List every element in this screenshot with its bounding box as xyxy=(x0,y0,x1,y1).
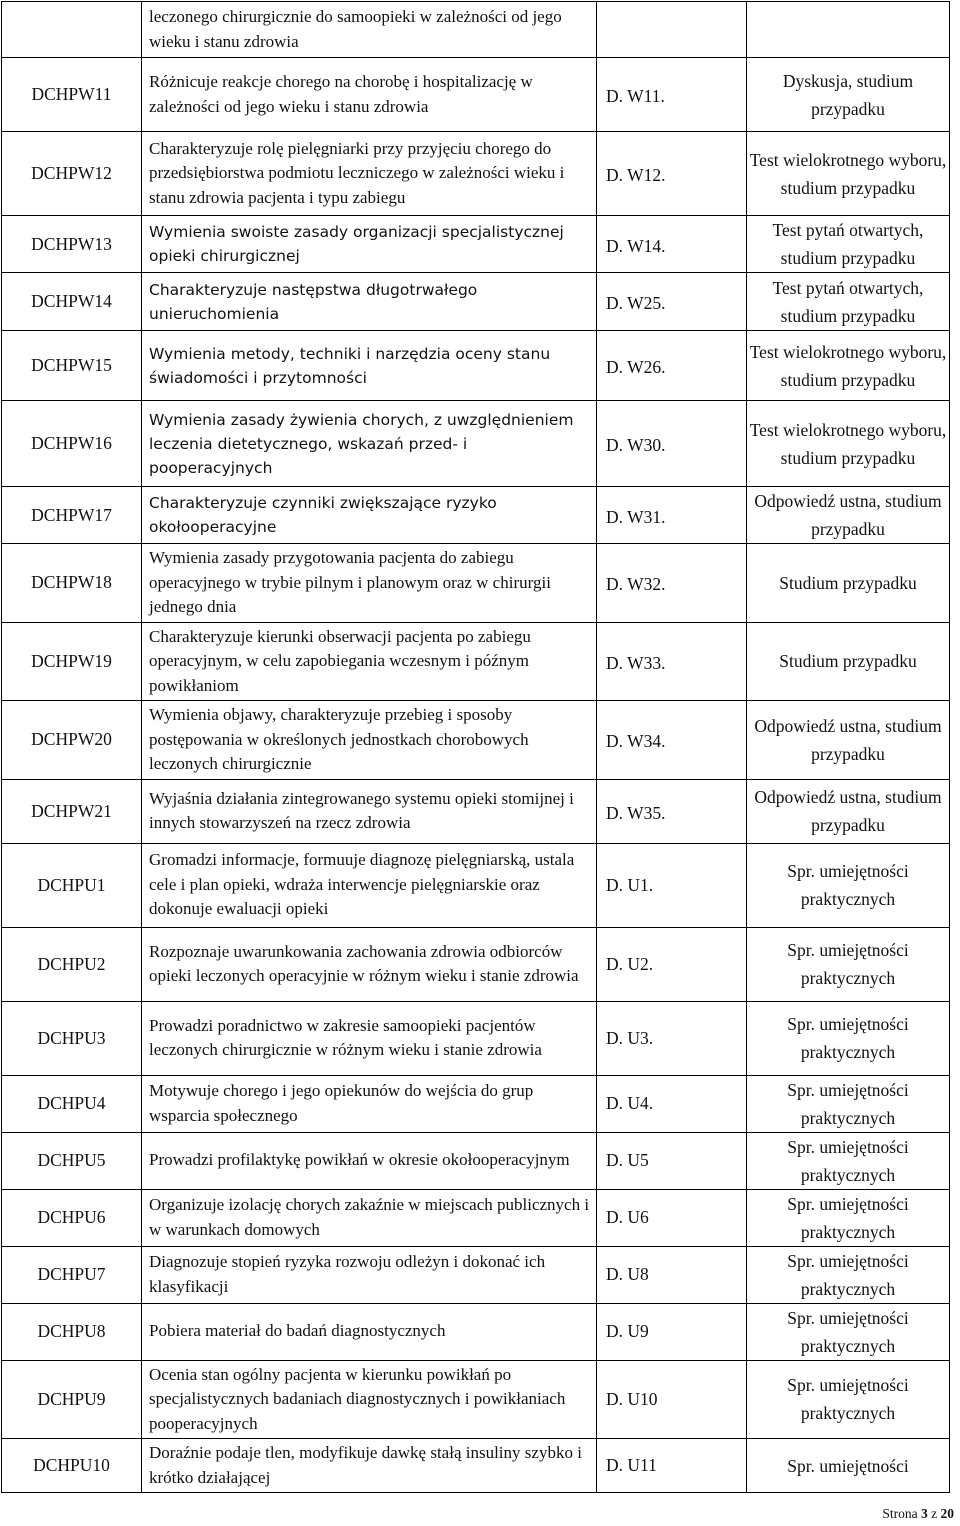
verification-method: Test pytań otwartych, studium przypadku xyxy=(747,216,950,273)
outcome-code: DCHPU7 xyxy=(2,1246,142,1303)
outcome-description: Pobiera materiał do badań diagnostycznych xyxy=(142,1303,597,1360)
footer-total: 20 xyxy=(940,1506,954,1521)
outcome-description: Wymienia objawy, charakteryzuje przebieg i sposoby postępowania w określonych jednostkach chorobowych leczonych chirurgicznie xyxy=(142,701,597,780)
verification-method: Studium przypadku xyxy=(747,622,950,701)
table-row xyxy=(2,843,950,927)
outcome-code: DCHPW11 xyxy=(2,58,142,132)
standard-reference: D. U11 xyxy=(597,1439,747,1493)
outcome-code: DCHPU3 xyxy=(2,1001,142,1075)
verification-method: Spr. umiejętności praktycznych xyxy=(747,1360,950,1439)
outcome-code: DCHPW15 xyxy=(2,331,142,401)
outcome-code: DCHPU5 xyxy=(2,1132,142,1189)
outcome-code: DCHPU8 xyxy=(2,1303,142,1360)
outcome-code: DCHPW17 xyxy=(2,487,142,544)
table-row xyxy=(2,701,950,780)
outcome-code: DCHPU2 xyxy=(2,927,142,1001)
outcome-description: Wyjaśnia działania zintegrowanego systemu opieki stomijnej i innych stowarzyszeń na rzecz zdrowia xyxy=(142,779,597,843)
outcome-description: leczonego chirurgicznie do samoopieki w zależności od jego wieku i stanu zdrowia xyxy=(142,2,597,58)
standard-reference: D. U9 xyxy=(597,1303,747,1360)
standard-reference: D. W35. xyxy=(597,779,747,843)
outcome-description: Rozpoznaje uwarunkowania zachowania zdrowia odbiorców opieki leczonych operacyjnie w różnym wieku i stanie zdrowia xyxy=(142,927,597,1001)
page-footer xyxy=(882,1506,954,1522)
table-row xyxy=(2,1189,950,1246)
outcome-description: Gromadzi informacje, formuuje diagnozę pielęgniarską, ustala cele i plan opieki, wdraża interwencje pielęgniarskie oraz dokonuje ewaluacji opieki xyxy=(142,843,597,927)
outcome-description: Charakteryzuje rolę pielęgniarki przy przyjęciu chorego do przedsiębiorstwa podmiotu leczniczego w zależności wieku i stanu zdrowia pacjenta i typu zabiegu xyxy=(142,132,597,216)
outcome-code: DCHPW14 xyxy=(2,273,142,331)
table-row xyxy=(2,58,950,132)
verification-method: Spr. umiejętności praktycznych xyxy=(747,843,950,927)
outcome-description: Charakteryzuje następstwa długotrwałego unieruchomienia xyxy=(142,273,597,331)
verification-method: Odpowiedź ustna, studium przypadku xyxy=(747,487,950,544)
outcome-code: DCHPU6 xyxy=(2,1189,142,1246)
table-row xyxy=(2,1001,950,1075)
table-row xyxy=(2,273,950,331)
outcome-code: DCHPU10 xyxy=(2,1439,142,1493)
table-row xyxy=(2,1360,950,1439)
verification-method: Spr. umiejętności praktycznych xyxy=(747,1246,950,1303)
standard-reference: D. W26. xyxy=(597,331,747,401)
outcome-description: Doraźnie podaje tlen, modyfikuje dawkę stałą insuliny szybko i krótko działającej xyxy=(142,1439,597,1493)
outcome-code: DCHPW12 xyxy=(2,132,142,216)
verification-method: Test wielokrotnego wyboru, studium przypadku xyxy=(747,331,950,401)
outcome-description: Prowadzi poradnictwo w zakresie samoopieki pacjentów leczonych chirurgicznie w różnym wieku i stanie zdrowia xyxy=(142,1001,597,1075)
footer-sep: z xyxy=(931,1506,938,1521)
outcome-code: DCHPU1 xyxy=(2,843,142,927)
outcome-code: DCHPW20 xyxy=(2,701,142,780)
standard-reference: D. W31. xyxy=(597,487,747,544)
table-row xyxy=(2,1075,950,1132)
table-body xyxy=(2,2,950,1493)
table-row xyxy=(2,1246,950,1303)
table-row xyxy=(2,132,950,216)
table-row xyxy=(2,1439,950,1493)
outcome-code: DCHPW18 xyxy=(2,544,142,623)
table-row xyxy=(2,1132,950,1189)
table-row xyxy=(2,331,950,401)
standard-reference: D. U5 xyxy=(597,1132,747,1189)
standard-reference: D. W30. xyxy=(597,401,747,487)
verification-method: Spr. umiejętności praktycznych xyxy=(747,1303,950,1360)
outcome-description: Prowadzi profilaktykę powikłań w okresie okołooperacyjnym xyxy=(142,1132,597,1189)
outcome-code: DCHPU9 xyxy=(2,1360,142,1439)
outcome-description: Wymienia zasady przygotowania pacjenta do zabiegu operacyjnego w trybie pilnym i planowym oraz w chirurgii jednego dnia xyxy=(142,544,597,623)
verification-method: Spr. umiejętności praktycznych xyxy=(747,927,950,1001)
standard-reference: D. W14. xyxy=(597,216,747,273)
verification-method: Odpowiedź ustna, studium przypadku xyxy=(747,701,950,780)
footer-page: 3 xyxy=(921,1506,928,1521)
standard-reference: D. W33. xyxy=(597,622,747,701)
outcome-description: Organizuje izolację chorych zakaźnie w miejscach publicznych i w warunkach domowych xyxy=(142,1189,597,1246)
table-row xyxy=(2,2,950,58)
table-row xyxy=(2,216,950,273)
outcome-code: DCHPW19 xyxy=(2,622,142,701)
standard-reference: D. W32. xyxy=(597,544,747,623)
outcome-description: Wymienia swoiste zasady organizacji specjalistycznej opieki chirurgicznej xyxy=(142,216,597,273)
table-row xyxy=(2,487,950,544)
standard-reference xyxy=(597,2,747,58)
verification-method: Odpowiedź ustna, studium przypadku xyxy=(747,779,950,843)
outcome-description: Wymienia zasady żywienia chorych, z uwzględnieniem leczenia dietetycznego, wskazań przed- i pooperacyjnych xyxy=(142,401,597,487)
standard-reference: D. U1. xyxy=(597,843,747,927)
verification-method: Spr. umiejętności praktycznych xyxy=(747,1189,950,1246)
outcome-code xyxy=(2,2,142,58)
verification-method: Test pytań otwartych, studium przypadku xyxy=(747,273,950,331)
standard-reference: D. W25. xyxy=(597,273,747,331)
table-row xyxy=(2,544,950,623)
verification-method: Spr. umiejętności praktycznych xyxy=(747,1075,950,1132)
verification-method: Spr. umiejętności xyxy=(747,1439,950,1493)
table-row xyxy=(2,779,950,843)
outcome-description: Charakteryzuje kierunki obserwacji pacjenta po zabiegu operacyjnym, w celu zapobiegania wczesnym i późnym powikłaniom xyxy=(142,622,597,701)
table-row xyxy=(2,1303,950,1360)
verification-method: Test wielokrotnego wyboru, studium przypadku xyxy=(747,132,950,216)
footer-prefix: Strona xyxy=(882,1506,918,1521)
verification-method: Studium przypadku xyxy=(747,544,950,623)
standard-reference: D. U3. xyxy=(597,1001,747,1075)
table-row xyxy=(2,401,950,487)
outcome-description: Diagnozuje stopień ryzyka rozwoju odleżyn i dokonać ich klasyfikacji xyxy=(142,1246,597,1303)
standard-reference: D. U10 xyxy=(597,1360,747,1439)
learning-outcomes-table xyxy=(1,1,950,1493)
outcome-description: Różnicuje reakcje chorego na chorobę i hospitalizację w zależności od jego wieku i stanu zdrowia xyxy=(142,58,597,132)
standard-reference: D. U4. xyxy=(597,1075,747,1132)
verification-method: Spr. umiejętności praktycznych xyxy=(747,1001,950,1075)
outcome-code: DCHPW21 xyxy=(2,779,142,843)
outcome-code: DCHPW13 xyxy=(2,216,142,273)
outcome-description: Motywuje chorego i jego opiekunów do wejścia do grup wsparcia społecznego xyxy=(142,1075,597,1132)
outcome-code: DCHPW16 xyxy=(2,401,142,487)
table-row xyxy=(2,622,950,701)
outcome-description: Wymienia metody, techniki i narzędzia oceny stanu świadomości i przytomności xyxy=(142,331,597,401)
outcome-code: DCHPU4 xyxy=(2,1075,142,1132)
table-row xyxy=(2,927,950,1001)
standard-reference: D. W34. xyxy=(597,701,747,780)
standard-reference: D. W11. xyxy=(597,58,747,132)
standard-reference: D. U8 xyxy=(597,1246,747,1303)
verification-method: Test wielokrotnego wyboru, studium przypadku xyxy=(747,401,950,487)
standard-reference: D. U2. xyxy=(597,927,747,1001)
standard-reference: D. W12. xyxy=(597,132,747,216)
outcome-description: Ocenia stan ogólny pacjenta w kierunku powikłań po specjalistycznych badaniach diagnostycznych i powikłaniach pooperacyjnych xyxy=(142,1360,597,1439)
outcome-description: Charakteryzuje czynniki zwiększające ryzyko okołooperacyjne xyxy=(142,487,597,544)
verification-method: Dyskusja, studium przypadku xyxy=(747,58,950,132)
verification-method xyxy=(747,2,950,58)
standard-reference: D. U6 xyxy=(597,1189,747,1246)
verification-method: Spr. umiejętności praktycznych xyxy=(747,1132,950,1189)
